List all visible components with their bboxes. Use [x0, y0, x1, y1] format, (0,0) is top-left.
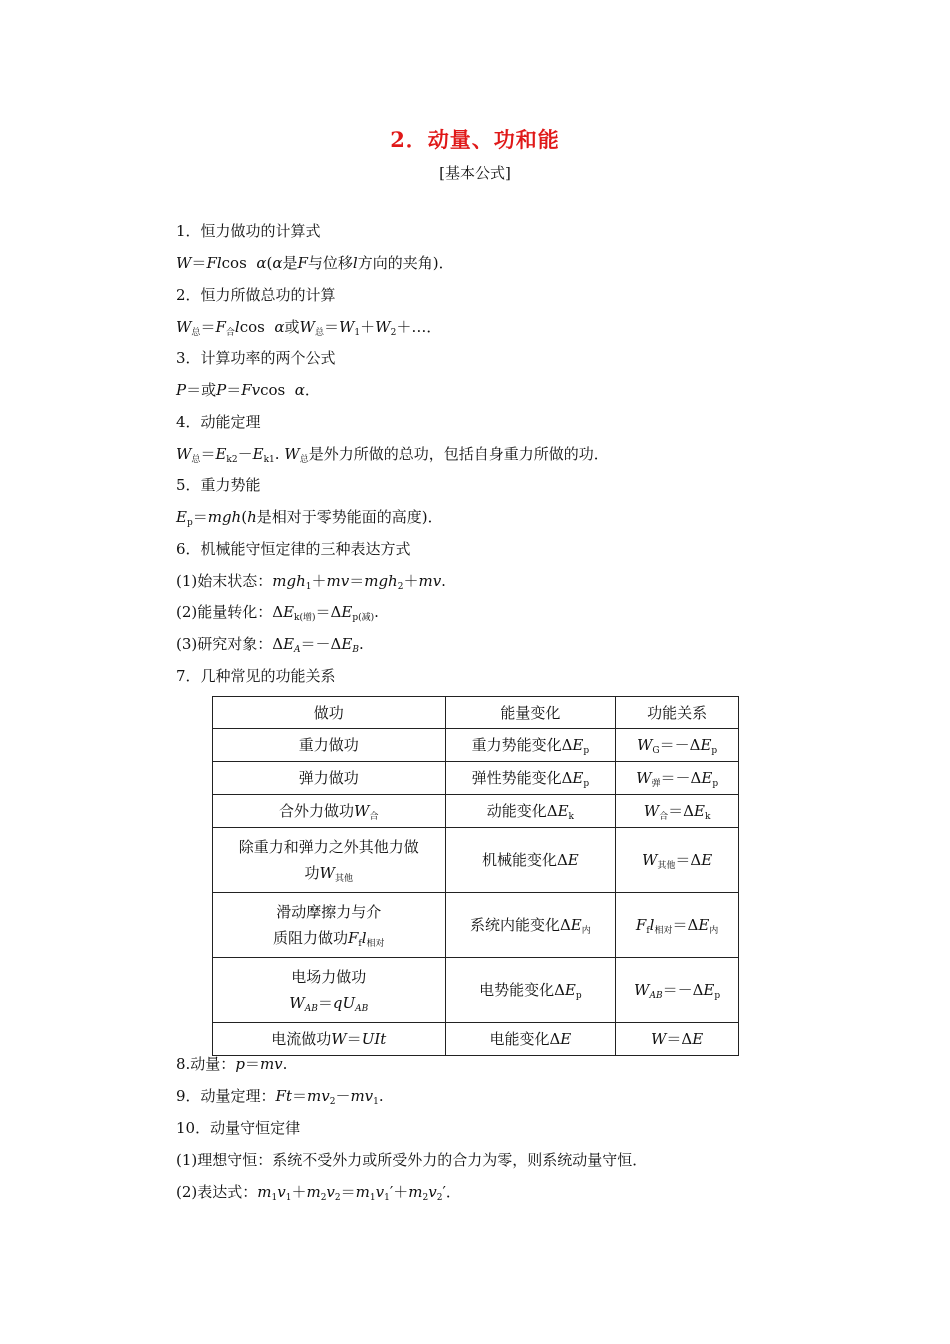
formula-6-3: (3)研究对象：$\Delta E_A=-\Delta E_B$.: [176, 635, 364, 655]
table-row: [213, 958, 739, 1023]
formula-5: $E_p=mgh(h$是相对于零势能面的高度)．: [176, 508, 443, 528]
table-cell: $F_fl_{相对}=\Delta E_内$: [616, 893, 739, 958]
table-header: 功能关系: [616, 697, 739, 729]
table-cell: 动能变化$\Delta E_k$: [445, 795, 616, 828]
table-row: [213, 1023, 739, 1056]
formula-6-1: (1)始末状态：mgh$_1$＋mv＝mgh$_2$＋mv.: [176, 572, 446, 592]
formula-6-2: (2)能量转化：$\Delta E_{k(增)}=\Delta E_{p(减)}$.: [176, 603, 379, 623]
table-header: 做功: [213, 697, 446, 729]
formula-4: $W_总=E_{k2}-E_{k1}$. $W_总$是外力所做的总功，包括自身重力所做的功．: [176, 445, 609, 465]
page-title: 2．动量、功和能: [390, 127, 560, 152]
table-cell: $W_G=-\Delta E_p$: [616, 729, 739, 762]
formula-10-2: (2)表达式：$m_1v_1+m_2v_2=m_1v_1'+m_2v_2'$．: [176, 1183, 461, 1203]
table-cell: $W_{AB}=-\Delta E_p$: [616, 958, 739, 1023]
table-cell: 电势能变化$\Delta E_p$: [445, 958, 616, 1023]
heading-2: 2．恒力所做总功的计算: [176, 286, 336, 304]
table-header: 能量变化: [445, 697, 616, 729]
table-cell: 除重力和弹力之外其他力做 功$W_{其他}$: [213, 828, 446, 893]
table-row: [213, 795, 739, 828]
table-cell: 机械能变化ΔE: [445, 828, 616, 893]
section-subtitle: [基本公式]: [439, 164, 511, 182]
heading-4: 4．动能定理: [176, 413, 261, 431]
work-energy-table: [212, 696, 739, 1056]
formula-9: 9．动量定理：$Ft=mv_2-mv_1$.: [176, 1087, 384, 1107]
heading-1: 1．恒力做功的计算式: [176, 222, 321, 240]
table-cell: $W_弹=-\Delta E_p$: [616, 762, 739, 795]
heading-10: 10．动量守恒定律: [176, 1119, 301, 1137]
formula-8: 8.动量：p＝mv.: [176, 1055, 288, 1073]
table-cell: 系统内能变化$\Delta E_内$: [445, 893, 616, 958]
table-row: [213, 762, 739, 795]
table-cell: W＝ΔE: [616, 1023, 739, 1056]
formula-1: W＝Flcos α(α是F与位移l方向的夹角)．: [176, 254, 454, 272]
table-cell: 合外力做功$W_合$: [213, 795, 446, 828]
heading-3: 3．计算功率的两个公式: [176, 349, 336, 367]
heading-7: 7．几种常见的功能关系: [176, 667, 336, 685]
table-row: [213, 729, 739, 762]
table-cell: 重力做功: [213, 729, 446, 762]
table-header-row: [213, 697, 739, 729]
table-cell: $W_{其他}=\Delta E$: [616, 828, 739, 893]
table-row: [213, 828, 739, 893]
table-cell: 弹性势能变化$\Delta E_p$: [445, 762, 616, 795]
heading-5: 5．重力势能: [176, 476, 261, 494]
table-cell: 电流做功W＝UIt: [213, 1023, 446, 1056]
table-cell: 滑动摩擦力与介 质阻力做功$F_fl_{相对}$: [213, 893, 446, 958]
table-cell: 弹力做功: [213, 762, 446, 795]
table-cell: 重力势能变化$\Delta E_p$: [445, 729, 616, 762]
text-10-1: (1)理想守恒：系统不受外力或所受外力的合力为零，则系统动量守恒．: [176, 1151, 648, 1169]
table-cell: $W_合=\Delta E_k$: [616, 795, 739, 828]
formula-3: P＝或P＝Fvcos α．: [176, 381, 320, 399]
heading-6: 6．机械能守恒定律的三种表达方式: [176, 540, 411, 558]
table-cell: 电能变化ΔE: [445, 1023, 616, 1056]
table-row: [213, 893, 739, 958]
table-cell: 电场力做功 $W_{AB}=qU_{AB}$: [213, 958, 446, 1023]
formula-2: $W_总=F_合lcos$ α或$W_总=W_1+W_2+\dots$．: [176, 318, 442, 338]
